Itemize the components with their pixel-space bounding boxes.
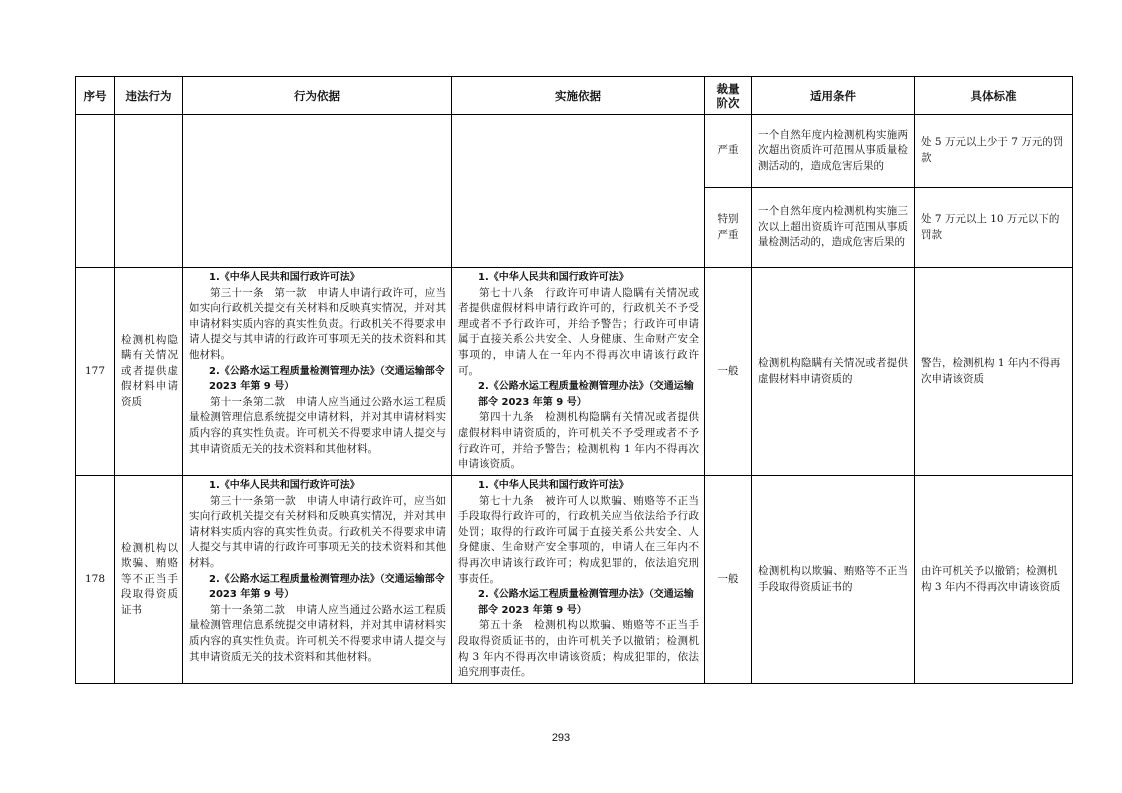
law-title: 2.《公路水运工程质量检测管理办法》（交通运输部令 2023 年第 9 号） — [209, 365, 445, 393]
cell-std: 警告，检测机构 1 年内不得再次申请该资质 — [915, 268, 1073, 476]
law-title: 1.《中华人民共和国行政许可法》 — [209, 272, 360, 283]
cell-cond: 检测机构以欺骗、贿赂等不正当手段取得资质证书的 — [752, 476, 915, 684]
table-row-continued-severe — [76, 115, 1073, 188]
header-level-line1: 裁量 — [716, 81, 740, 96]
law-article: 第十一条第二款 申请人应当通过公路水运工程质量检测管理信息系统提交申请材料，并对其申请材料实质内容的真实性负责。许可机关不得要求申请人提交与其申请资质无关的技术资料和其他材料。 — [189, 603, 446, 663]
cell-std-very-severe: 处 7 万元以上 10 万元以下的罚款 — [915, 188, 1073, 268]
law-title: 2.《公路水运工程质量检测管理办法》（交通运输部令 2023 年第 9 号） — [478, 381, 694, 408]
header-impl: 实施依据 — [452, 77, 705, 115]
law-title: 1.《中华人民共和国行政许可法》 — [209, 480, 360, 491]
law-title: 2.《公路水运工程质量检测管理办法》（交通运输部令 2023 年第 9 号） — [478, 589, 694, 616]
law-title: 1.《中华人民共和国行政许可法》 — [478, 480, 629, 491]
law-article: 第七十九条 被许可人以欺骗、贿赂等不正当手段取得行政许可的，行政机关应当依法给予行政处罚；取得的行政许可属于直接关系公共安全、人身健康、生命财产安全事项的，申请人在三年内不得再次申请该行政许可；构成犯罪的，依法追究刑事责任。 — [458, 494, 699, 585]
cell-std-severe: 处 5 万元以上少于 7 万元的罚款 — [915, 115, 1073, 188]
header-act: 违法行为 — [115, 77, 183, 115]
law-article: 第七十八条 行政许可申请人隐瞒有关情况或者提供虚假材料申请行政许可的，行政机关不予受理或者不予行政许可，并给予警告；行政许可申请属于直接关系公共安全、人身健康、生命财产安全事项的，申请人在一年内不得再次申请该行政许可。 — [458, 286, 699, 377]
penalty-discretion-table — [75, 76, 1073, 684]
cell-level: 一般 — [705, 476, 752, 684]
cell-impl-empty — [452, 115, 705, 268]
law-article: 第五十条 检测机构以欺骗、贿赂等不正当手段取得资质证书的，由许可机关予以撤销；检测机构 3 年内不得再次申请该资质；构成犯罪的，依法追究刑事责任。 — [458, 619, 699, 679]
cell-std: 由许可机关予以撤销；检测机构 3 年内不得再次申请该资质 — [915, 476, 1073, 684]
cell-no: 178 — [76, 476, 115, 684]
cell-basis-empty — [183, 115, 452, 268]
header-no: 序号 — [76, 77, 115, 115]
law-title: 1.《中华人民共和国行政许可法》 — [478, 272, 629, 283]
cell-no-empty — [76, 115, 115, 268]
cell-cond-severe: 一个自然年度内检测机构实施两次超出资质许可范围从事质量检测活动的，造成危害后果的 — [752, 115, 915, 188]
level-line1: 特别 — [717, 212, 739, 225]
law-article: 第三十一条第一款 申请人申请行政许可，应当如实向行政机关提交有关材料和反映真实情况，并对其申请材料实质内容的真实性负责。行政机关不得要求申请人提交与其申请的行政许可事项无关的技术资料和其他材料。 — [189, 494, 446, 569]
cell-level-severe: 严重 — [705, 115, 752, 188]
header-cond: 适用条件 — [752, 77, 915, 115]
law-article: 第四十九条 检测机构隐瞒有关情况或者提供虚假材料申请资质的，许可机关不予受理或者不予行政许可，并给予警告；检测机构 1 年内不得再次申请该资质。 — [458, 411, 699, 471]
table-row-177 — [76, 268, 1073, 476]
header-level — [705, 77, 752, 115]
header-row — [76, 77, 1073, 115]
header-level-line2: 阶次 — [716, 95, 740, 110]
law-title: 2.《公路水运工程质量检测管理办法》（交通运输部令 2023 年第 9 号） — [209, 573, 445, 601]
cell-cond: 检测机构隐瞒有关情况或者提供虚假材料申请资质的 — [752, 268, 915, 476]
cell-level-very-severe — [705, 188, 752, 268]
table-row-178 — [76, 476, 1073, 684]
level-line2: 严重 — [717, 228, 739, 241]
cell-act: 检测机构隐瞒有关情况或者提供虚假材料申请资质 — [115, 268, 183, 476]
cell-impl — [452, 476, 705, 684]
cell-act-empty — [115, 115, 183, 268]
law-article: 第十一条第二款 申请人应当通过公路水运工程质量检测管理信息系统提交申请材料，并对其申请材料实质内容的真实性负责。许可机关不得要求申请人提交与其申请资质无关的技术资料和其他材料。 — [189, 395, 446, 455]
cell-act: 检测机构以欺骗、贿赂等不正当手段取得资质证书 — [115, 476, 183, 684]
cell-cond-very-severe: 一个自然年度内检测机构实施三次以上超出资质许可范围从事质量检测活动的，造成危害后果的 — [752, 188, 915, 268]
header-basis: 行为依据 — [183, 77, 452, 115]
cell-impl — [452, 268, 705, 476]
law-article: 第三十一条 第一款 申请人申请行政许可，应当如实向行政机关提交有关材料和反映真实情况，并对其申请材料实质内容的真实性负责。行政机关不得要求申请人提交与其申请的行政许可事项无关的技术资料和其他材料。 — [189, 286, 446, 361]
cell-basis — [183, 476, 452, 684]
page-number: 293 — [551, 732, 571, 744]
cell-no: 177 — [76, 268, 115, 476]
header-std: 具体标准 — [915, 77, 1073, 115]
cell-basis — [183, 268, 452, 476]
cell-level: 一般 — [705, 268, 752, 476]
